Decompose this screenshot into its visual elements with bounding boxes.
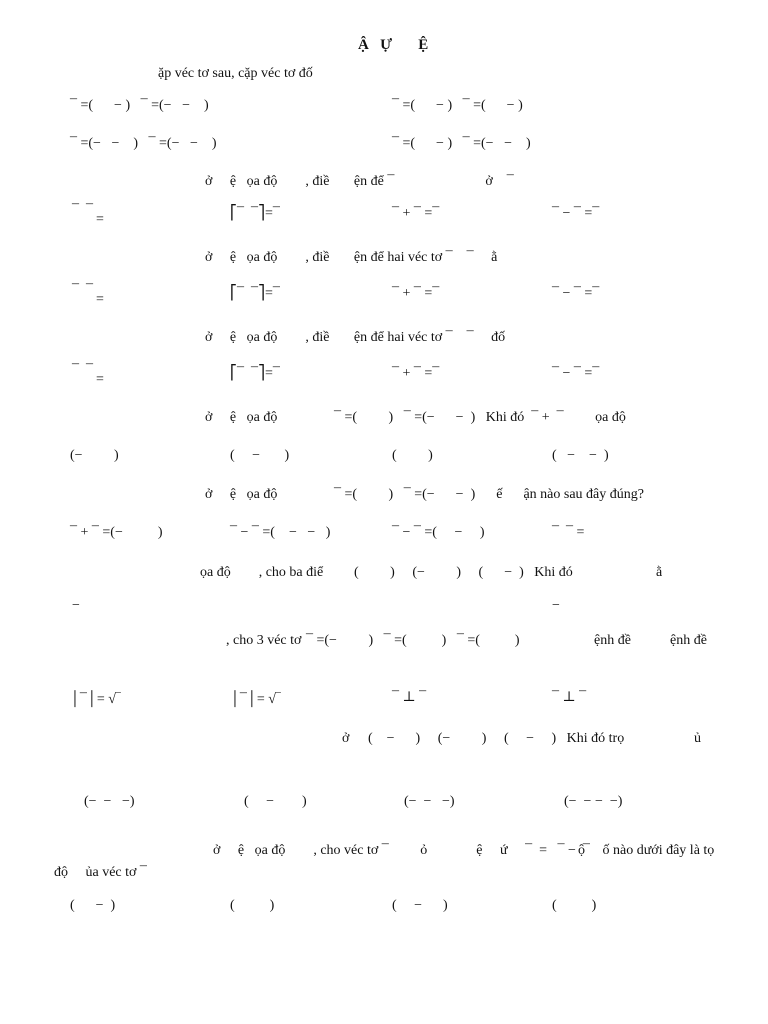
question-6-vectors: ¯ =( ) ¯ =(− − ) ế ận nào sau đây đúng? [334, 487, 644, 502]
q4-option-b: ⎡¯ ¯⎤=¯ [230, 366, 280, 381]
q4-option-c: ¯ + ¯ =¯ [392, 366, 440, 381]
q5-option-c: ( ) [392, 448, 433, 463]
question-7-tail: ằ [656, 565, 663, 580]
q6-option-d: ¯ ¯ = [552, 525, 585, 540]
q10-option-b: ( ) [230, 898, 275, 913]
q3-option-c: ¯ + ¯ =¯ [392, 286, 440, 301]
question-7-text: ọa độ , cho ba điể [200, 565, 324, 580]
page-title: Ậ Ự Ệ [358, 37, 429, 53]
question-8-statement-1: ệnh đề [594, 633, 631, 648]
q10-option-d: ( ) [552, 898, 597, 913]
question-8-text: , cho 3 véc tơ [226, 633, 302, 648]
q7-option-a: − [72, 598, 80, 613]
q2-option-b: ⎡¯ ¯⎤=¯ [230, 206, 280, 221]
q3-option-a-bottom: = [96, 292, 104, 307]
q10-option-a: ( − ) [70, 898, 116, 913]
q2-option-c: ¯ + ¯ =¯ [392, 206, 440, 221]
q6-option-c: ¯ − ¯ =( − ) [392, 525, 485, 540]
q3-option-d: ¯ − ¯ =¯ [552, 286, 600, 301]
q8-option-b: │¯│= √‾ [230, 692, 281, 707]
question-5-vectors: ¯ =( ) ¯ =(− − ) Khi đó ¯ + ¯ ọa độ [334, 410, 626, 425]
q6-option-b: ¯ − ¯ =( − − ) [230, 525, 331, 540]
q1-option-c: ¯ =(− − ) ¯ =(− − ) [70, 136, 217, 151]
q9-option-a: (− − −) [84, 794, 135, 809]
q5-option-a: (− ) [70, 448, 119, 463]
q1-option-a: ¯ =( − ) ¯ =(− − ) [70, 98, 209, 113]
question-3-text: ở ệ ọa độ , điề ện để hai véc tơ ¯ ¯ ằ [205, 250, 498, 265]
q8-option-c: ¯ ⊥ ¯ [392, 690, 427, 705]
question-9-points: ( − ) (− ) ( − ) Khi đó trọ [368, 731, 625, 746]
q1-option-d: ¯ =( − ) ¯ =(− − ) [392, 136, 531, 151]
question-8-vectors: ¯ =(− ) ¯ =( ) ¯ =( ) [306, 633, 520, 648]
question-5-text: ở ệ ọa độ [205, 410, 278, 425]
q6-option-a: ¯ + ¯ =(− ) [70, 525, 163, 540]
q2-option-a-bottom: = [96, 212, 104, 227]
question-10-text-3: độ ủa véc tơ ¯ [54, 865, 147, 880]
question-2-text: ở ệ ọa độ , điề ện để ¯ ở ¯ [205, 174, 514, 189]
question-6-text: ở ệ ọa độ [205, 487, 278, 502]
q4-option-a-bottom: = [96, 372, 104, 387]
question-4-text: ở ệ ọa độ , điề ện để hai véc tơ ¯ ¯ đố [205, 330, 506, 345]
question-9-tail: ủ [694, 731, 701, 746]
q3-option-a-top: ¯ ¯ [72, 283, 93, 298]
question-10-text: ở ệ ọa độ , cho véc tơ ¯ ỏ ệ ứ ¯ = ¯ − ¯ [213, 843, 590, 858]
q3-option-b: ⎡¯ ¯⎤=¯ [230, 286, 280, 301]
q2-option-d: ¯ − ¯ =¯ [552, 206, 600, 221]
question-1-text: ặp véc tơ sau, cặp véc tơ đố [158, 66, 313, 81]
question-10-text-2: ộ ố nào dưới đây là tọ [578, 843, 715, 858]
q10-option-c: ( − ) [392, 898, 448, 913]
q9-option-d: (− − − −) [564, 794, 623, 809]
q8-option-a: │¯│= √‾ [70, 692, 121, 707]
q1-option-b: ¯ =( − ) ¯ =( − ) [392, 98, 523, 113]
q5-option-d: ( − − ) [552, 448, 609, 463]
question-7-points: ( ) (− ) ( − ) Khi đó [354, 565, 573, 580]
q2-option-a-top: ¯ ¯ [72, 203, 93, 218]
q4-option-a-top: ¯ ¯ [72, 363, 93, 378]
q7-option-c: − [552, 598, 560, 613]
question-9-text: ở [342, 731, 350, 746]
q5-option-b: ( − ) [230, 448, 290, 463]
q8-option-d: ¯ ⊥ ¯ [552, 690, 587, 705]
q4-option-d: ¯ − ¯ =¯ [552, 366, 600, 381]
q9-option-b: ( − ) [244, 794, 307, 809]
q9-option-c: (− − −) [404, 794, 455, 809]
question-8-statement-2: ệnh đề [670, 633, 707, 648]
